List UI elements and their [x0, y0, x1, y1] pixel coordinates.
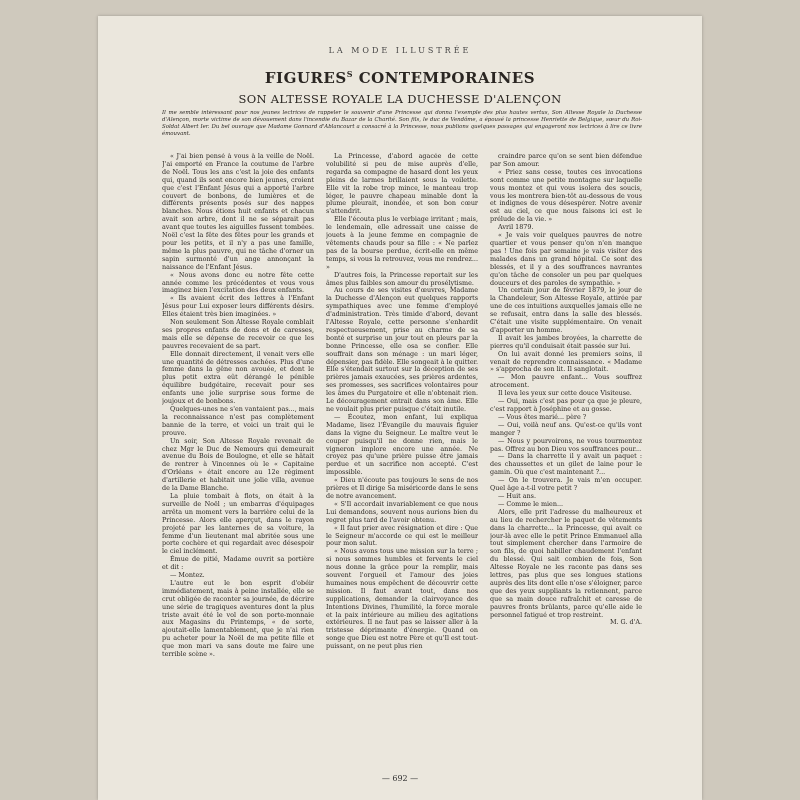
paragraph: — Comme le mien...: [498, 499, 564, 508]
paragraph: Quelques-unes ne s'en vantaient pas..., mais la reconnaissance n'est pas complètement bannie de la terre, et voici un trait qui le prouve.: [162, 405, 314, 437]
paragraph: — Oui, mais c'est pas pour ça que je pleure, c'est rapport à Joséphine et au gosse.: [490, 397, 642, 413]
paragraph: Émue de pitié, Madame ouvrit sa portière et dit :: [162, 555, 314, 572]
paragraph: Un certain jour de février 1879, le jour de la Chandeleur, Son Altesse Royale, attirée par une de ces intuitions auxquelles jamais elle ne se refusait, entra dans la salle des blessés. C'était une visite supplémentaire. On venait d'apporter un homme.: [490, 286, 642, 334]
paragraph: « S'Il accordait invariablement ce que nous Lui demandons, souvent nous aurions bien du regret plus tard de l'avoir obtenu.: [326, 499, 478, 524]
paragraph: Alors, elle prit l'adresse du malheureux et au lieu de rechercher le paquet de vêtements dans la charrette... la Princesse, qui avait ce jour-là avec elle le petit Prince Emmanuel alla tout simplement chercher dans l'armoire de son fils, de quoi habiller chaudement l'enfant du blessé. Qui sait combien de fois, Son Altesse Royale ne les raconte pas dans ses lettres, pas plus que ses longues stations auprès des lits dont elle n'ose s'éloigner, parce que des yeux suppliants la retiennent, parce que sa main douce rafraîchit et caresse de pauvres fronts brûlants, parce qu'elle aide le personnel fatigué et trop restreint.: [490, 507, 642, 619]
paragraph: La pluie tombait à flots, on était à la surveille de Noël ; un embarras d'équipages arrêta un moment vers la barrière celui de la Princesse. Alors elle aperçut, dans le rayon projeté par les lanternes de sa voiture, la femme d'un lieutenant mal abritée sous une porte cochère et qui regardait avec désespoir le ciel inclément.: [162, 491, 314, 556]
paragraph: Il avait les jambes broyées, la charrette de pierres qu'il conduisait était passée sur lui.: [490, 333, 642, 350]
paragraph: craindre parce qu'on se sent bien défendue par Son amour.: [490, 153, 642, 168]
paragraph: Au cours de ses visites d'œuvres, Madame la Duchesse d'Alençon eut quelques rapports sympathiques avec une femme d'employé d'administration. Très timide d'abord, devant l'Altesse Royale, cette personne s'enhardit respectueusement, prise au charme de sa bonté et surprise un jour tout en pleurs par la bonne Princesse, elle osa se confier. Elle souffrait dans son ménage : un mari léger, dépensier, pas fidèle. Elle songeait à le quitter. Elle s'étendait surtout sur la déception de ses prières jamais exaucées, ses prières ardentes, ses promesses, ses sacrifices volontaires pour les âmes du Purgatoire et elle n'obtenait rien. Le découragement entrait dans son âme. Elle ne voulait plus prier puisque c'était inutile.: [326, 286, 478, 413]
paragraph: — Nous y pourvoirons, ne vous tourmentez pas. Offrez au bon Dieu vos souffrances pour...: [490, 436, 642, 453]
page: [98, 16, 702, 800]
paragraph: — On le trouvera. Je vais m'en occuper. Quel âge a-t-il votre petit ?: [490, 476, 642, 493]
page-number: — 692 —: [381, 774, 419, 783]
paragraph: « Nous avons donc eu notre fête cette année comme les précédentes et vous vous imaginez bien l'excitation des deux enfants.: [162, 270, 314, 295]
paragraph: Il leva les yeux sur cette douce Visiteuse.: [498, 389, 632, 398]
masthead: LA MODE ILLUSTRÉE: [328, 46, 472, 55]
paragraph: — Montez.: [170, 571, 205, 580]
paragraph: La Princesse, d'abord agacée de cette volubilité si peu de mise auprès d'elle, regarda sa compagne de hasard dont les yeux pleins de larmes brillaient sous la voilette. Elle vit la robe trop mince, le manteau trop léger, le pauvre chapeau minable dont la plume pleurait, inondée, et son bon cœur s'attendrit.: [326, 153, 478, 216]
paragraph: « Nous avons tous une mission sur la terre ; si nous sommes humbles et fervents le ciel nous donne la grâce pour la remplir, mais souvent l'orgueil et l'amour des joies humaines nous empêchent de découvrir cette mission. Il faut avant tout, dans nos supplications, demander la clairvoyance des Intentions Divines, l'humilité, la force morale et la paix intérieure au milieu des agitations extérieures. Il ne faut pas se laisser aller à la tristesse déprimante d'énergie. Quand on songe que Dieu est notre Père et qu'Il est tout-puissant, on ne peut plus rien: [326, 547, 478, 651]
signature: M. G. d'A.: [609, 618, 642, 627]
paragraph: « Priez sans cesse, toutes ces invocations sont comme une petite montagne sur laquelle vous montez et qui vous isolera des soucis, vous les montrera bien-tôt au-dessous de vous et indignes de vous désespérer. Notre avenir est au ciel, ce que nous faisons ici est le prélude de la vie. »: [490, 167, 642, 224]
paragraph: — Mon pauvre enfant... Vous souffrez atrocement.: [490, 373, 642, 390]
paragraph: Non seulement Son Altesse Royale comblait ses propres enfants de dons et de caresses, mais elle se dépense de recevoir ce que les pauvres recevaient de sa part.: [162, 318, 314, 350]
paragraph: Avril 1879.: [498, 223, 534, 232]
paragraph: On lui avait donné les premiers soins, il venait de reprendre connaissance. « Madame » s'approcha de son lit. Il sanglotait.: [490, 349, 642, 374]
paragraph: — Vous êtes marié... père ?: [498, 412, 587, 421]
paragraph: — Écoutez, mon enfant, lui expliqua Madame, lisez l'Évangile du mauvais figuier dans la vigne du Seigneur. Le maître veut le couper puisqu'il ne donne rien, mais le vigneron implore encore une année. Ne croyez pas qu'une prière puisse être jamais perdue et un sacrifice non accepté. C'est impossible.: [326, 412, 478, 477]
text-columns: [162, 153, 642, 745]
paragraph: « Dieu n'écoute pas toujours le sens de nos prières et Il dirige Sa miséricorde dans le sens de notre avancement.: [326, 476, 478, 500]
paragraph: Un soir, Son Altesse Royale revenait de chez Mgr le Duc de Nemours qui demeurait avenue du Bois de Boulogne, et elle se hâtait de rentrer à Vincennes où le « Capitaine d'Orléans » était encore au 12e régiment d'artillerie et habitait une jolie villa, avenue de la Dame Blanche.: [162, 436, 314, 493]
text-column-3: [490, 153, 642, 745]
paragraph: L'autre eut le bon esprit d'obéir immédiatement, mais à peine installée, elle se crut obligée de raconter sa journée, de décrire une série de tragiques aventures dont la plus triste avait été le vol de son porte-monnaie aux Magasins du Printemps, « de sorte, ajoutait-elle lamentablement, que je n'ai rien pu acheter pour la Noël de ma petite fille et que mon mari va sans doute me faire une terrible scène ».: [162, 578, 314, 659]
paragraph: « Ils avaient écrit des lettres à l'Enfant Jésus pour Lui exposer leurs différents désirs. Elles étaient très bien imaginées. »: [162, 294, 314, 319]
paragraph: — Huit ans.: [498, 491, 536, 500]
text-column-1: [162, 153, 314, 745]
article-subtitle: SON ALTESSE ROYALE LA DUCHESSE D'ALENÇON: [238, 92, 562, 106]
paragraph: « J'ai bien pensé à vous à la veille de Noël. J'ai emporté en France la coutume de l'arbre de Noël. Tous les ans c'est la joie des enfants qui, quand ils sont encore bien jeunes, croient que c'est l'Enfant Jésus qui a apporté l'arbre couvert de bonbons, de lumières et de différents présents posés sur des nappes blanches. Nous étions huit enfants et chacun avait son arbre, dont il ne se séparait pas avant que toutes les aiguilles fussent tombées. Noël c'est la fête des fêtes pour les grands et pour les petits, et il n'y a pas une famille, même la plus pauvre, qui ne tâche d'orner un sapin surmonté d'un ange annonçant la naissance de l'Enfant Jésus.: [162, 153, 314, 271]
article-intro: Il me semble intéressant pour nos jeunes lectrices de rappeler le souvenir d'une Princesse qui donna l'exemple des plus hautes vertus, Son Altesse Royale la Duchesse d'Alençon, morte victime de son dévouement dans l'incendie du Bazar de la Charité. Son fils, le duc de Vendôme, a épousé la princesse Henriette de Belgique, sœur du Roi-Soldat Albert Ier. Du bel ouvrage que Madame Gonnard d'Ablancourt a consacré à la Princesse, nous publions quelques passages qui engageront nos lectrices à lire ce livre émouvant.: [162, 110, 642, 137]
paragraph: Elle donnait directement, il venait vers elle une quantité de détresses cachées. Plus d'une femme dans la gêne non avouée, et dont le plus petit extra eût dérangé le pénible équilibre budgétaire, recevait pour ses enfants une jolie surprise sous forme de joujoux et de bonbons.: [162, 349, 314, 406]
article-title: $FIGURES^S$ CONTEMPORAINES: [264, 69, 536, 87]
paragraph: — Oui, voilà neuf ans. Qu'est-ce qu'ils vont manger ?: [490, 420, 642, 437]
paragraph: « Il faut prier avec résignation et dire : Que le Seigneur m'accorde ce qui est le meilleur pour mon salut.: [326, 523, 478, 548]
text-column-2: [326, 153, 478, 745]
paragraph: — Dans la charrette il y avait un paquet : des chaussettes et un gilet de laine pour le gamin. Où que c'est maintenant ?...: [490, 452, 642, 477]
paragraph: « Je vais voir quelques pauvres de notre quartier et vous penser qu'on n'en manque pas ! Une fois par semaine je vais visiter des malades dans un grand hôpital. Ce sont des blessés, et il y a des souffrances navrantes qu'on tâche de consoler un peu par quelques douceurs et des paroles de sympathie. »: [490, 231, 642, 287]
paragraph: D'autres fois, la Princesse reportait sur les âmes plus faibles son amour du prosélytisme.: [326, 270, 478, 287]
paragraph: Elle l'écouta plus le verbiage irritant ; mais, le lendemain, elle adressait une caisse de jouets à la jeune femme en compagnie de vêtements chauds pour sa fille : « Ne parlez pas de la bourse perdue, écrit-elle en même temps, si vous la retrouvez, vous me rendrez... »: [326, 215, 478, 271]
